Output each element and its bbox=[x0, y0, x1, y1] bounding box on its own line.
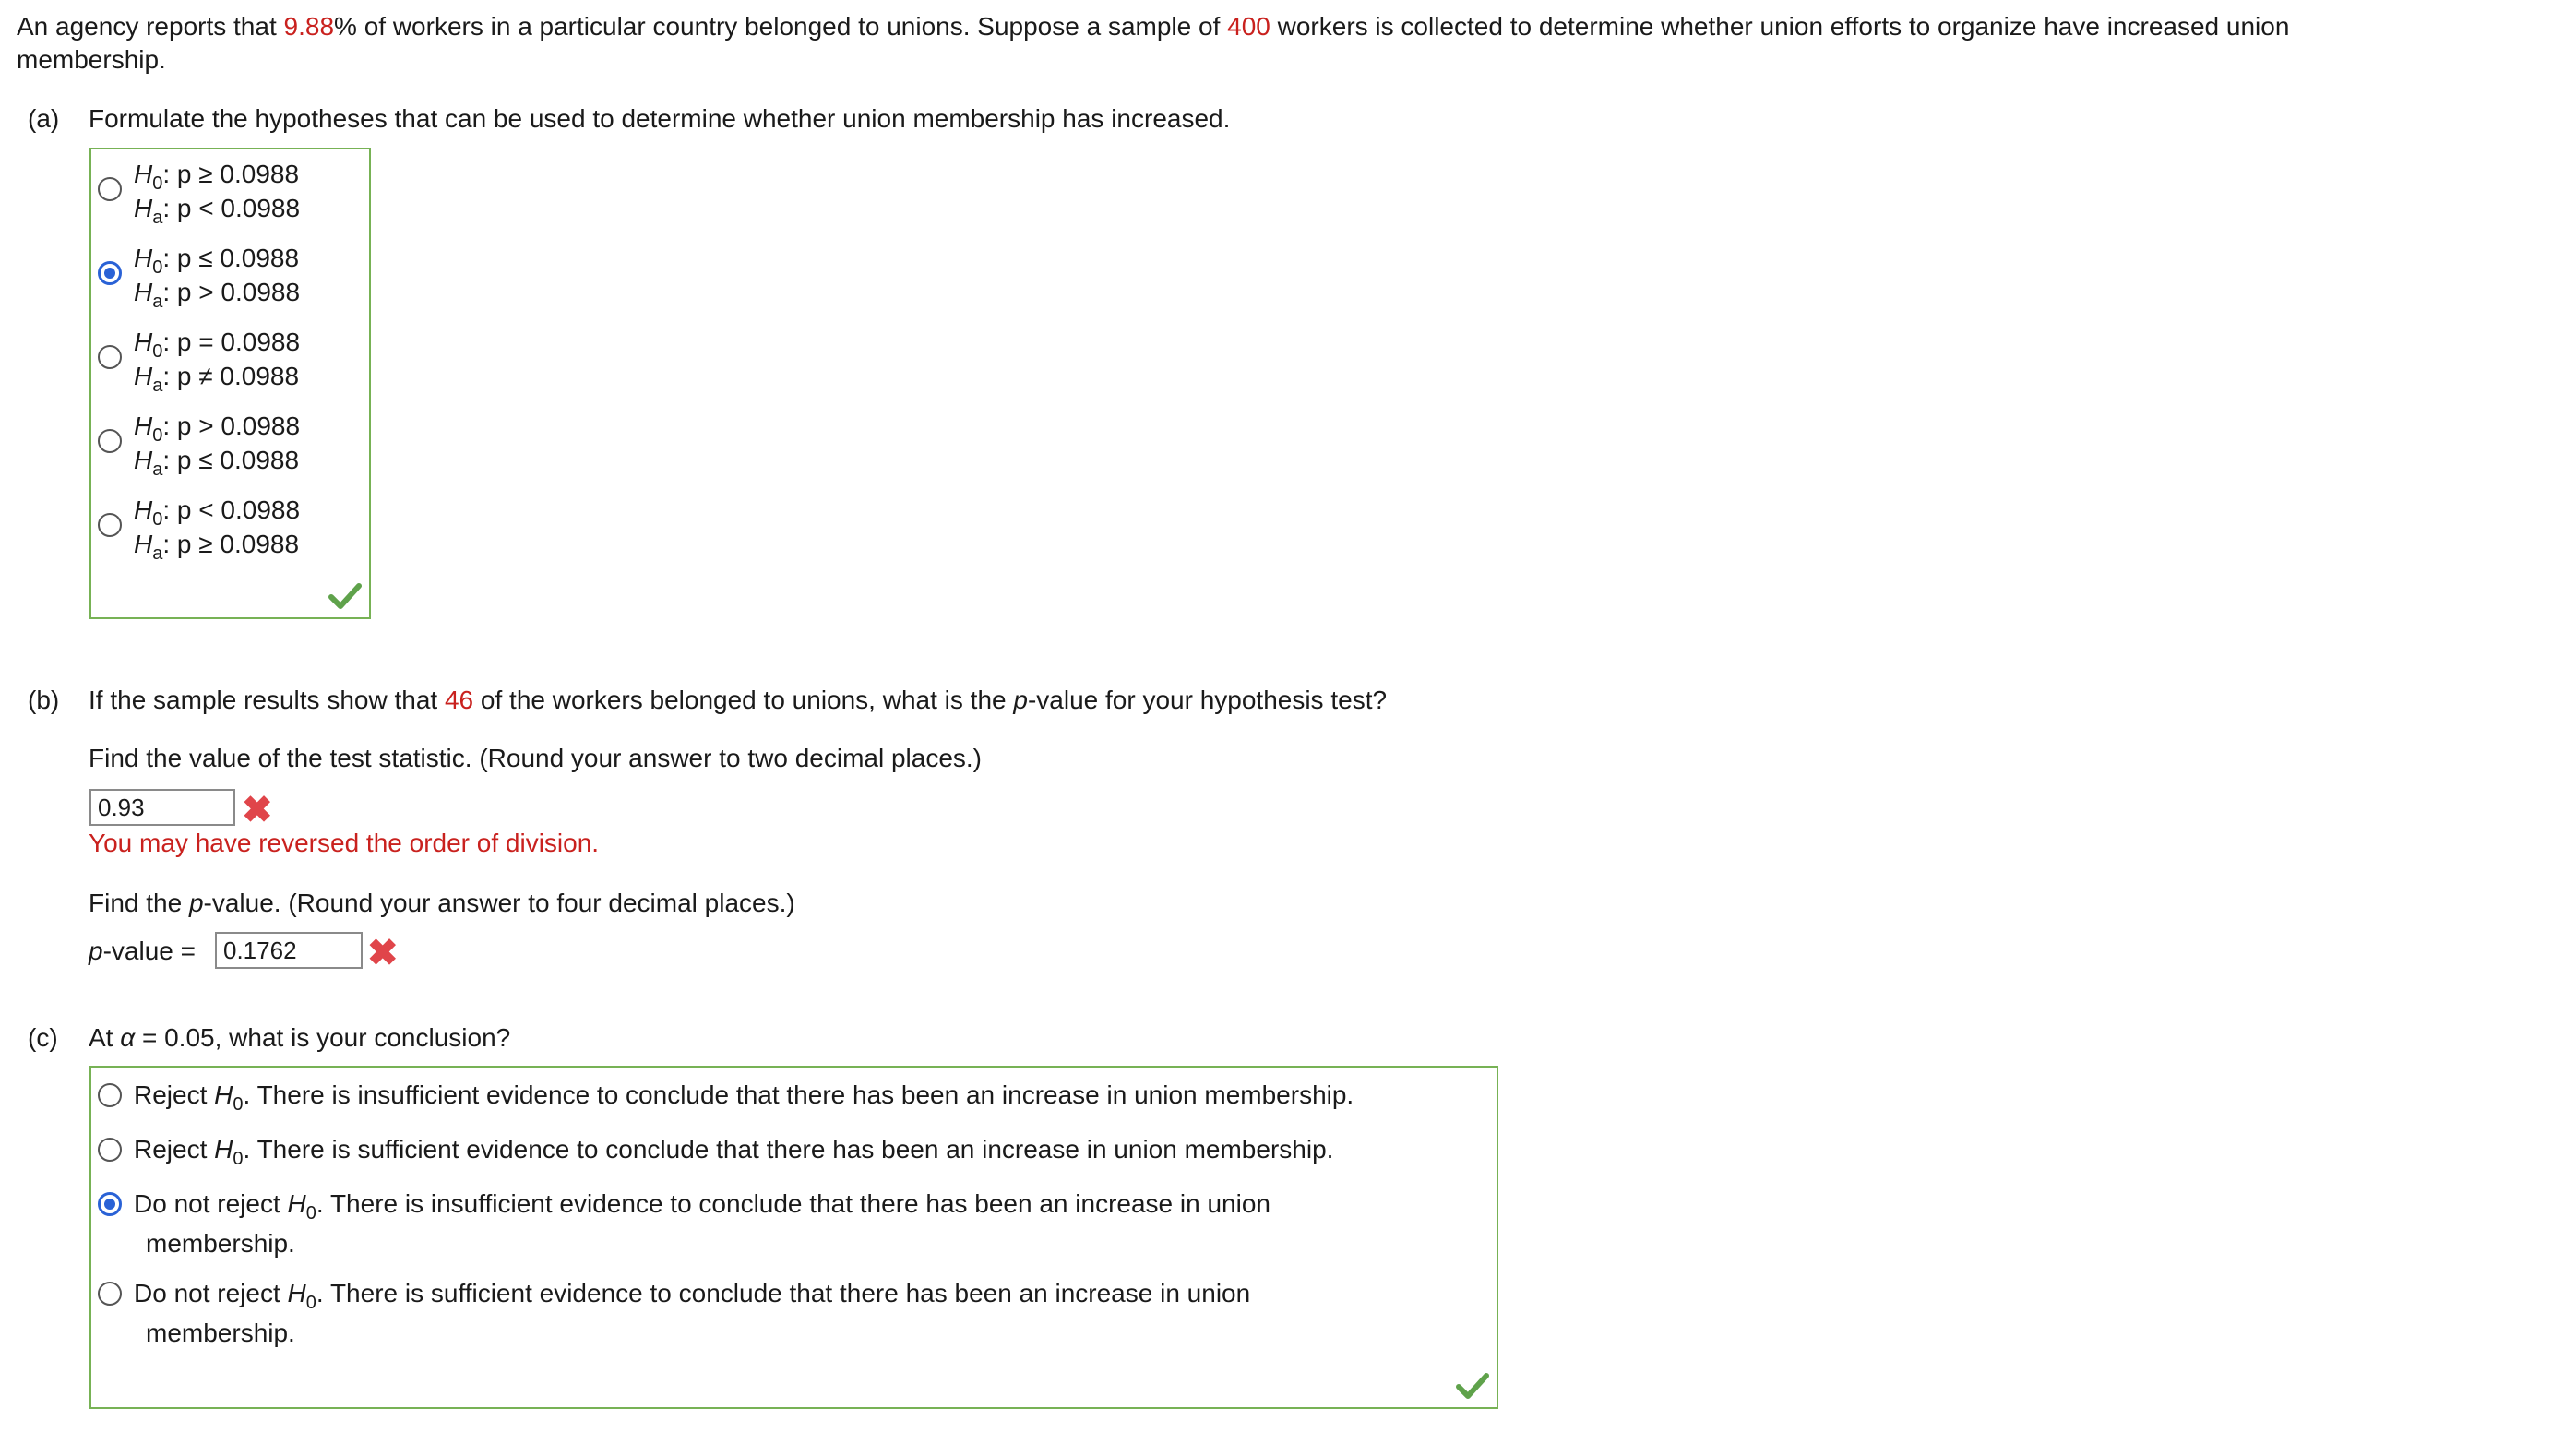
part-c-question bbox=[89, 1020, 510, 1056]
incorrect-x-icon: ✖ bbox=[367, 933, 399, 973]
hypothesis-subscript: 0 bbox=[305, 1293, 316, 1313]
intro-percent: 9.88 bbox=[283, 12, 335, 41]
hypothesis-subscript: a bbox=[152, 459, 163, 480]
hypothesis-option-radio[interactable] bbox=[98, 513, 122, 537]
hypothesis-subscript: a bbox=[152, 208, 163, 228]
hypothesis-text: : p ≥ 0.0988 bbox=[162, 160, 300, 188]
null-hypothesis bbox=[134, 241, 299, 276]
p-symbol: p bbox=[89, 937, 103, 965]
hypothesis-subscript: a bbox=[152, 292, 163, 312]
hypothesis-subscript: a bbox=[152, 376, 163, 396]
part-b-label: (b) bbox=[28, 686, 60, 714]
hypothesis-text: : p < 0.0988 bbox=[162, 495, 301, 524]
null-hypothesis bbox=[134, 493, 300, 528]
alternative-hypothesis bbox=[134, 443, 299, 478]
conclusion-option-text bbox=[134, 1132, 1333, 1167]
hypothesis-subscript: 0 bbox=[233, 1149, 244, 1169]
hypothesis-subscript: 0 bbox=[152, 425, 163, 446]
part-b-question bbox=[89, 683, 1387, 718]
label-text: -value = bbox=[102, 937, 196, 965]
conclusion-option-radio[interactable] bbox=[98, 1083, 122, 1107]
incorrect-x-icon: ✖ bbox=[242, 790, 273, 830]
conclusion-statement: . There is sufficient evidence to conclude that there has been an increase in union membership. bbox=[243, 1135, 1334, 1164]
hypothesis-text: : p > 0.0988 bbox=[162, 278, 301, 306]
part-a-label: (a) bbox=[28, 104, 60, 133]
hypothesis-letter: H bbox=[287, 1279, 306, 1307]
prompt-text: -value. (Round your answer to four decimal places.) bbox=[203, 889, 795, 917]
hypothesis-option-radio[interactable] bbox=[98, 429, 122, 453]
intro-sample-size: 400 bbox=[1227, 12, 1270, 41]
p-symbol: p bbox=[188, 889, 204, 917]
p-symbol: p bbox=[1013, 686, 1028, 714]
hypothesis-text: : p = 0.0988 bbox=[162, 328, 301, 356]
intro-line-1 bbox=[17, 9, 2289, 44]
p-value-input[interactable] bbox=[215, 932, 363, 969]
hypothesis-text: : p ≠ 0.0988 bbox=[162, 362, 300, 390]
alternative-hypothesis bbox=[134, 527, 299, 562]
part-c-label: (c) bbox=[28, 1023, 58, 1052]
question-text: If the sample results show that bbox=[89, 686, 445, 714]
intro-line-2: membership. bbox=[17, 45, 166, 74]
conclusion-option-radio[interactable] bbox=[98, 1138, 122, 1162]
prompt-text: Find the bbox=[89, 889, 189, 917]
test-statistic-input[interactable] bbox=[89, 789, 235, 826]
hypothesis-subscript: 0 bbox=[233, 1094, 244, 1115]
hypothesis-text: : p ≤ 0.0988 bbox=[162, 244, 300, 272]
test-statistic-feedback: You may have reversed the order of division. bbox=[89, 829, 600, 857]
hypothesis-option-radio[interactable] bbox=[98, 345, 122, 369]
hypothesis-subscript: a bbox=[152, 543, 163, 564]
union-count: 46 bbox=[444, 686, 474, 714]
conclusion-option-text bbox=[134, 1276, 1250, 1311]
hypothesis-subscript: 0 bbox=[305, 1203, 316, 1223]
conclusion-statement-continued: membership. bbox=[146, 1319, 295, 1347]
hypothesis-letter: H bbox=[134, 495, 153, 524]
question-text: At bbox=[89, 1023, 121, 1052]
hypothesis-letter: H bbox=[134, 278, 153, 306]
hypothesis-letter: H bbox=[134, 244, 153, 272]
part-a-question: Formulate the hypotheses that can be used to determine whether union membership has increased. bbox=[89, 104, 1231, 133]
part-c-answer-box bbox=[89, 1066, 1498, 1409]
hypothesis-option-radio[interactable] bbox=[98, 261, 122, 285]
conclusion-statement-continued: membership. bbox=[146, 1229, 295, 1258]
hypothesis-subscript: 0 bbox=[152, 257, 163, 278]
alternative-hypothesis bbox=[134, 359, 299, 394]
hypothesis-subscript: 0 bbox=[152, 173, 163, 194]
hypothesis-subscript: 0 bbox=[152, 341, 163, 362]
test-statistic-prompt: Find the value of the test statistic. (Round your answer to two decimal places.) bbox=[89, 744, 983, 772]
hypothesis-option-radio[interactable] bbox=[98, 177, 122, 201]
hypothesis-text: : p < 0.0988 bbox=[162, 194, 301, 222]
null-hypothesis bbox=[134, 409, 300, 444]
hypothesis-text: : p ≤ 0.0988 bbox=[162, 446, 300, 474]
conclusion-action: Reject bbox=[134, 1135, 215, 1164]
hypothesis-letter: H bbox=[134, 446, 153, 474]
hypothesis-text: : p > 0.0988 bbox=[162, 412, 301, 440]
conclusion-action: Do not reject bbox=[134, 1189, 288, 1218]
hypothesis-letter: H bbox=[287, 1189, 306, 1218]
hypothesis-letter: H bbox=[134, 530, 153, 558]
null-hypothesis bbox=[134, 157, 299, 192]
question-text: = 0.05, what is your conclusion? bbox=[135, 1023, 511, 1052]
correct-check-icon bbox=[1456, 1372, 1489, 1400]
hypothesis-text: : p ≥ 0.0988 bbox=[162, 530, 300, 558]
p-value-label bbox=[89, 934, 196, 969]
hypothesis-letter: H bbox=[134, 328, 153, 356]
conclusion-action: Do not reject bbox=[134, 1279, 288, 1307]
alpha-symbol: α bbox=[120, 1023, 136, 1052]
hypothesis-subscript: 0 bbox=[152, 509, 163, 530]
conclusion-option-radio[interactable] bbox=[98, 1192, 122, 1216]
conclusion-statement: . There is insufficient evidence to conclude that there has been an increase in union membership. bbox=[243, 1080, 1354, 1109]
conclusion-statement: . There is sufficient evidence to conclude that there has been an increase in union bbox=[316, 1279, 1251, 1307]
conclusion-option-radio[interactable] bbox=[98, 1282, 122, 1306]
question-text: -value for your hypothesis test? bbox=[1027, 686, 1388, 714]
p-value-prompt bbox=[89, 886, 795, 921]
conclusion-statement: . There is insufficient evidence to conclude that there has been an increase in union bbox=[316, 1189, 1270, 1218]
hypothesis-letter: H bbox=[134, 160, 153, 188]
hypothesis-letter: H bbox=[214, 1080, 233, 1109]
null-hypothesis bbox=[134, 325, 300, 360]
question-text: of the workers belonged to unions, what is the bbox=[473, 686, 1014, 714]
hypothesis-letter: H bbox=[214, 1135, 233, 1164]
hypothesis-letter: H bbox=[134, 194, 153, 222]
alternative-hypothesis bbox=[134, 191, 300, 226]
correct-check-icon bbox=[328, 582, 362, 610]
conclusion-option-text bbox=[134, 1078, 1354, 1113]
intro-text: % of workers in a particular country belonged to unions. Suppose a sample of bbox=[334, 12, 1228, 41]
hypothesis-letter: H bbox=[134, 412, 153, 440]
intro-text: An agency reports that bbox=[17, 12, 284, 41]
intro-text: workers is collected to determine whether union efforts to organize have increased union bbox=[1270, 12, 2290, 41]
conclusion-action: Reject bbox=[134, 1080, 215, 1109]
alternative-hypothesis bbox=[134, 275, 300, 310]
hypothesis-letter: H bbox=[134, 362, 153, 390]
conclusion-option-text bbox=[134, 1187, 1270, 1222]
